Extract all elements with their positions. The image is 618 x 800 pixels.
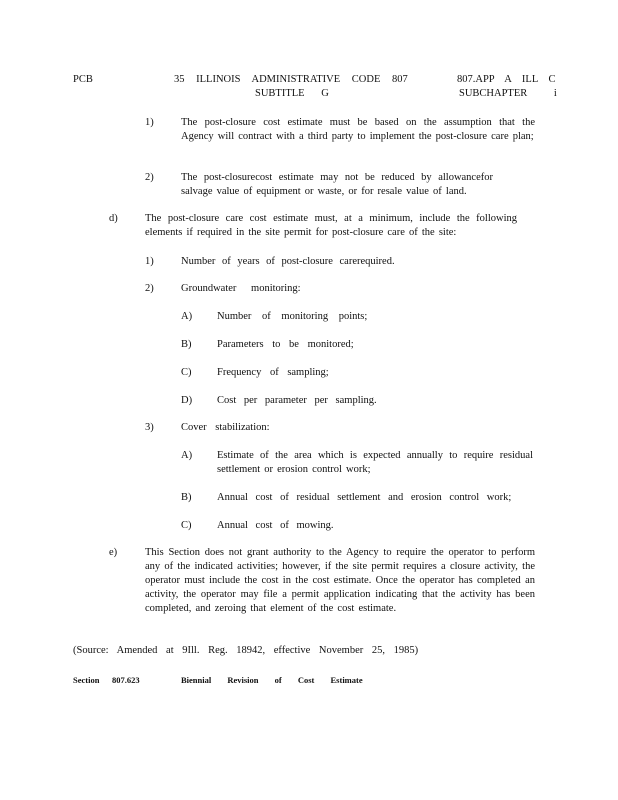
item-label: C) bbox=[181, 367, 192, 378]
item-label: 2) bbox=[145, 172, 154, 183]
item-label: 1) bbox=[145, 256, 154, 267]
item-label: C) bbox=[181, 520, 192, 531]
next-section-number: 807.623 bbox=[112, 675, 140, 685]
next-section-title: Biennial Revision of Cost Estimate bbox=[181, 675, 363, 685]
next-section-label: Section bbox=[73, 675, 100, 685]
item-text: The post-closure care cost estimate must, at a minimum, include the following elements if required in the site permit for post-closure care of the site: bbox=[145, 213, 517, 238]
header-title-line1: 35 ILLINOIS ADMINISTRATIVE CODE 807 bbox=[174, 74, 408, 85]
item-text: Parameters to be monitored; bbox=[217, 339, 354, 350]
header-title-line2: SUBTITLE G bbox=[255, 88, 329, 99]
item-label: A) bbox=[181, 450, 193, 461]
item-text: This Section does not grant authority to the Agency to require the operator to perform any of the indicated activities; however, if the site permit requires a closure activity, the operator must include the cost in the cost estimate. Once the operator has completed an activity, the operator may file a permit application indicating that the activity has been completed, and zeroing that element of the cost estimate. bbox=[145, 547, 535, 614]
item-label: B) bbox=[181, 492, 192, 503]
item-text: Annual cost of residual settlement and erosion control work; bbox=[217, 492, 512, 503]
item-label: e) bbox=[109, 547, 118, 558]
header-right-line2: SUBCHAPTER i bbox=[459, 88, 557, 99]
item-text: Frequency of sampling; bbox=[217, 367, 329, 378]
item-text: Estimate of the area which is expected annually to require residual settlement or erosion control work; bbox=[217, 450, 533, 475]
item-text: Groundwater monitoring: bbox=[181, 283, 301, 294]
item-label: D) bbox=[181, 395, 193, 406]
item-label: d) bbox=[109, 213, 118, 224]
source-note: (Source: Amended at 9Ill. Reg. 18942, effective November 25, 1985) bbox=[73, 645, 419, 656]
item-text: Cost per parameter per sampling. bbox=[217, 395, 377, 406]
item-text: The post-closurecost estimate may not be reduced by allowancefor salvage value of equipment or waste, or for resale value of land. bbox=[181, 172, 493, 197]
item-label: 3) bbox=[145, 422, 154, 433]
header-left: PCB bbox=[73, 74, 93, 85]
item-text: Annual cost of mowing. bbox=[217, 520, 334, 531]
item-label: 1) bbox=[145, 117, 154, 128]
item-text: Cover stabilization: bbox=[181, 422, 270, 433]
item-label: A) bbox=[181, 311, 193, 322]
header-right-line1: 807.APP A ILL C bbox=[457, 74, 556, 85]
item-text: The post-closure cost estimate must be based on the assumption that the Agency will contract with a third party to implement the post-closure care plan; bbox=[181, 117, 535, 142]
item-text: Number of years of post-closure carerequired. bbox=[181, 256, 395, 267]
item-label: 2) bbox=[145, 283, 154, 294]
item-text: Number of monitoring points; bbox=[217, 311, 368, 322]
item-label: B) bbox=[181, 339, 192, 350]
